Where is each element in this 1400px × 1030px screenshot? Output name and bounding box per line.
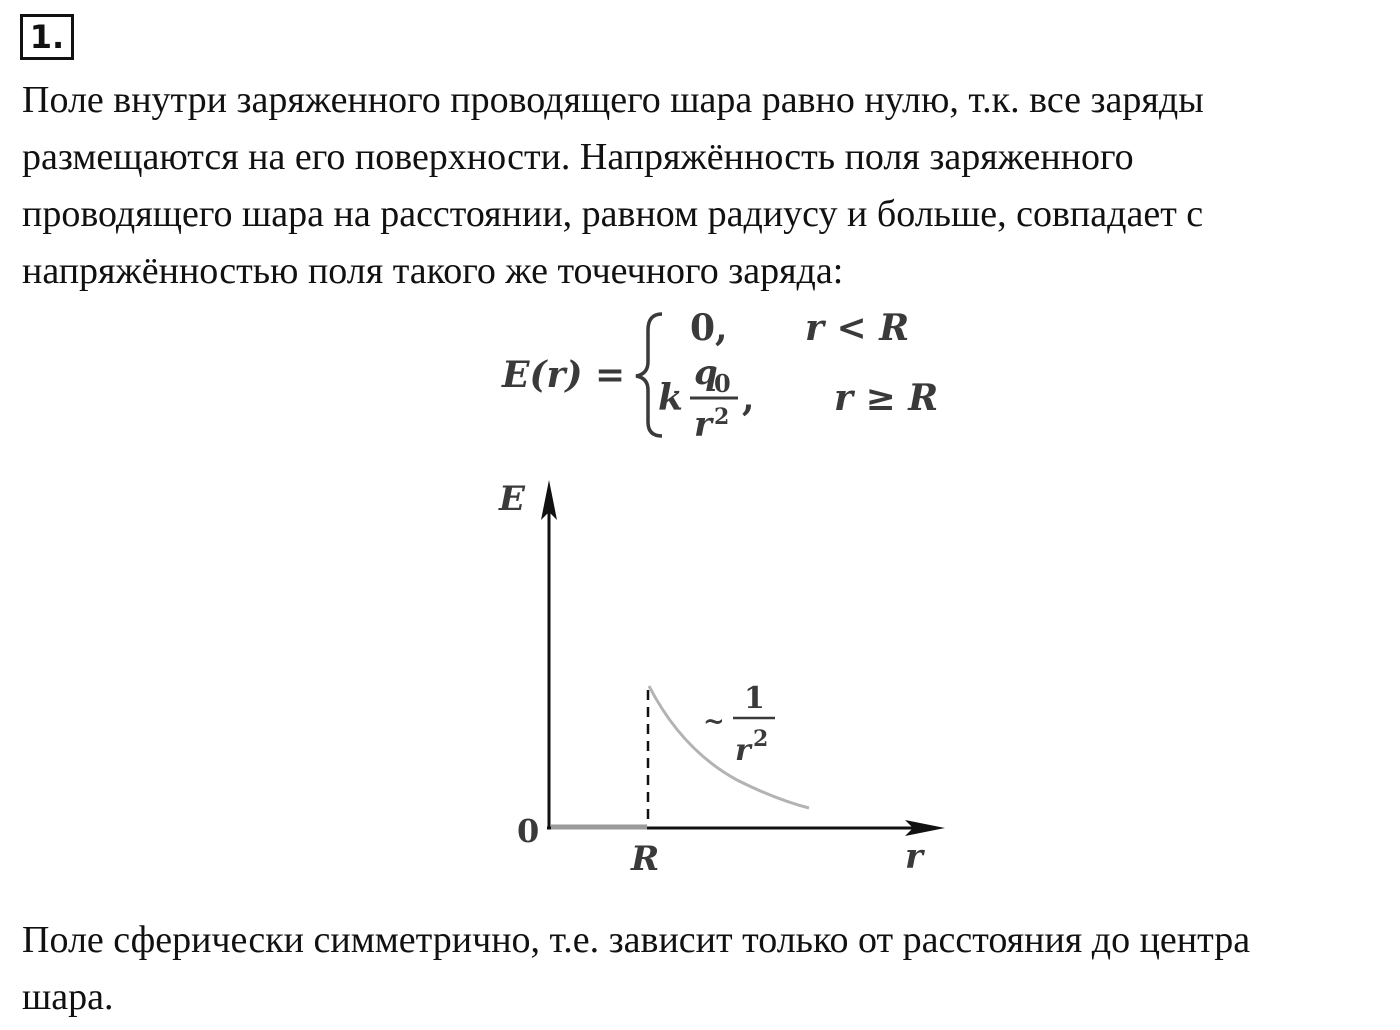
intro-line-1: Поле внутри заряженного проводящего шара равно нулю, т.к. все заряды xyxy=(22,79,1204,121)
conclusion-line-2: шара. xyxy=(22,976,114,1018)
graph-radius-label: R xyxy=(631,839,660,879)
graph-curve-annotation-denominator: r xyxy=(735,733,751,768)
intro-line-2: размещаются на его поверхности. Напряжённость поля заряженного xyxy=(22,136,1134,178)
field-graph xyxy=(487,450,967,900)
formula-case2-denominator: r xyxy=(694,405,712,445)
formula-case2-condition: r ≥ R xyxy=(834,377,939,419)
graph-curve-annotation-denominator-sup: 2 xyxy=(753,726,769,752)
intro-paragraph xyxy=(22,72,1392,300)
formula-case2-denominator-sup: 2 xyxy=(714,404,730,430)
formula-case1-value: 0, xyxy=(690,307,728,349)
conclusion-line-1: Поле сферически симметрично, т.е. зависит только от расстояния до центра xyxy=(22,919,1251,961)
graph-curve-annotation-prefix: ~ xyxy=(703,707,725,737)
graph-x-axis-label: r xyxy=(905,837,923,877)
graph-origin-label: 0 xyxy=(517,812,540,850)
field-formula xyxy=(490,300,970,450)
formula-case2-numerator-sub: 0 xyxy=(714,369,731,398)
graph-curve-annotation-numerator: 1 xyxy=(744,681,765,716)
intro-line-4: напряжённостью поля такого же точечного заряда: xyxy=(22,250,844,292)
field-formula-svg xyxy=(490,300,970,450)
formula-case2-coef: k xyxy=(658,377,683,419)
field-graph-svg xyxy=(487,450,967,900)
graph-field-curve xyxy=(649,686,809,808)
problem-number: 1. xyxy=(20,14,74,60)
intro-line-3: проводящего шара на расстоянии, равном радиусу и больше, совпадает с xyxy=(22,193,1204,235)
formula-lhs: E(r) = xyxy=(502,354,626,396)
graph-y-axis-label: E xyxy=(499,479,525,519)
formula-case1-condition: r < R xyxy=(805,307,910,349)
conclusion-paragraph xyxy=(22,912,1392,1026)
formula-case2-numerator: q xyxy=(694,353,718,393)
formula-case2-comma: , xyxy=(742,377,755,419)
